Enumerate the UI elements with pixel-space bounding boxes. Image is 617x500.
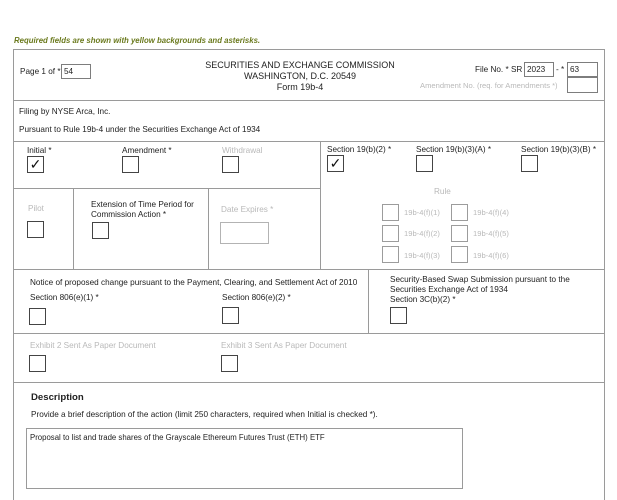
rule-f3-checkbox[interactable] — [382, 246, 399, 263]
extension-checkbox[interactable] — [92, 222, 109, 239]
rule-f1-checkbox[interactable] — [382, 204, 399, 221]
section-806e1-label: Section 806(e)(1) * — [30, 293, 99, 302]
withdrawal-checkbox[interactable] — [222, 156, 239, 173]
section-19b2-checkbox[interactable]: ✓ — [327, 155, 344, 172]
swap-line2: Securities Exchange Act of 1934 — [390, 285, 508, 294]
exhibit3-checkbox[interactable] — [221, 355, 238, 372]
initial-checkbox[interactable]: ✓ — [27, 156, 44, 173]
amendment-no-label: Amendment No. (req. for Amendments *) — [420, 81, 558, 90]
file-no-label: File No. * SR — [475, 65, 523, 74]
rule-f3-label: 19b-4(f)(3) — [404, 251, 440, 260]
section-806e2-checkbox[interactable] — [222, 307, 239, 324]
swap-submission — [390, 275, 570, 305]
rule-f5-checkbox[interactable] — [451, 225, 468, 242]
required-fields-notice: Required fields are shown with yellow backgrounds and asterisks. — [14, 36, 261, 45]
extension-line2: Commission Action * — [91, 210, 167, 219]
description-title: Description — [31, 392, 84, 403]
rule-f2-checkbox[interactable] — [382, 225, 399, 242]
page-total-input[interactable]: 54 — [61, 64, 91, 79]
pursuant-rule: Pursuant to Rule 19b-4 under the Securities Exchange Act of 1934 — [19, 125, 261, 134]
file-number-input[interactable]: 63 — [567, 62, 598, 77]
date-expires-input[interactable] — [220, 222, 269, 244]
description-instruction: Provide a brief description of the action (limit 250 characters, required when Initial is checked *). — [31, 410, 378, 419]
amendment-no-input[interactable] — [567, 77, 598, 93]
pilot-label: Pilot — [28, 204, 44, 213]
section-19b3b-label: Section 19(b)(3)(B) * — [521, 145, 597, 154]
exhibit2-checkbox[interactable] — [29, 355, 46, 372]
rule-f2-label: 19b-4(f)(2) — [404, 229, 440, 238]
section-806e2-label: Section 806(e)(2) * — [222, 293, 291, 302]
extension-line1: Extension of Time Period for — [91, 200, 194, 209]
exhibit3-label: Exhibit 3 Sent As Paper Document — [221, 341, 347, 350]
amendment-checkbox[interactable] — [122, 156, 139, 173]
date-expires-label: Date Expires * — [221, 205, 274, 214]
rule-f6-checkbox[interactable] — [451, 246, 468, 263]
initial-label: Initial * — [27, 146, 52, 155]
exhibit2-label: Exhibit 2 Sent As Paper Document — [30, 341, 156, 350]
section-19b3a-checkbox[interactable] — [416, 155, 433, 172]
section-19b3a-label: Section 19(b)(3)(A) * — [416, 145, 492, 154]
withdrawal-label: Withdrawal — [222, 146, 263, 155]
form-heading — [190, 60, 410, 93]
description-textarea[interactable]: Proposal to list and trade shares of the Grayscale Ethereum Futures Trust (ETH) ETF — [26, 428, 463, 489]
rule-f1-label: 19b-4(f)(1) — [404, 208, 440, 217]
form-number: Form 19b-4 — [276, 82, 324, 92]
rule-title: Rule — [434, 187, 451, 196]
rule-f6-label: 19b-4(f)(6) — [473, 251, 509, 260]
amendment-label: Amendment * — [122, 146, 172, 155]
file-year-input[interactable]: 2023 — [524, 62, 554, 77]
page-label: Page 1 of * — [20, 67, 61, 76]
payment-act-title: Notice of proposed change pursuant to the Payment, Clearing, and Settlement Act of 2010 — [30, 278, 358, 287]
extension-label — [91, 200, 194, 220]
rule-f5-label: 19b-4(f)(5) — [473, 229, 509, 238]
section-806e1-checkbox[interactable] — [29, 308, 46, 325]
pilot-checkbox[interactable] — [27, 221, 44, 238]
swap-line1: Security-Based Swap Submission pursuant to the — [390, 275, 570, 284]
filing-by: Filing by NYSE Arca, Inc. — [19, 107, 111, 116]
section-3cb2-checkbox[interactable] — [390, 307, 407, 324]
section-19b3b-checkbox[interactable] — [521, 155, 538, 172]
commission-address: WASHINGTON, D.C. 20549 — [243, 71, 357, 81]
swap-line3: Section 3C(b)(2) * — [390, 295, 456, 304]
rule-f4-label: 19b-4(f)(4) — [473, 208, 509, 217]
section-19b2-label: Section 19(b)(2) * — [327, 145, 392, 154]
rule-f4-checkbox[interactable] — [451, 204, 468, 221]
commission-name: SECURITIES AND EXCHANGE COMMISSION — [205, 60, 395, 70]
file-dash: - * — [556, 65, 565, 74]
